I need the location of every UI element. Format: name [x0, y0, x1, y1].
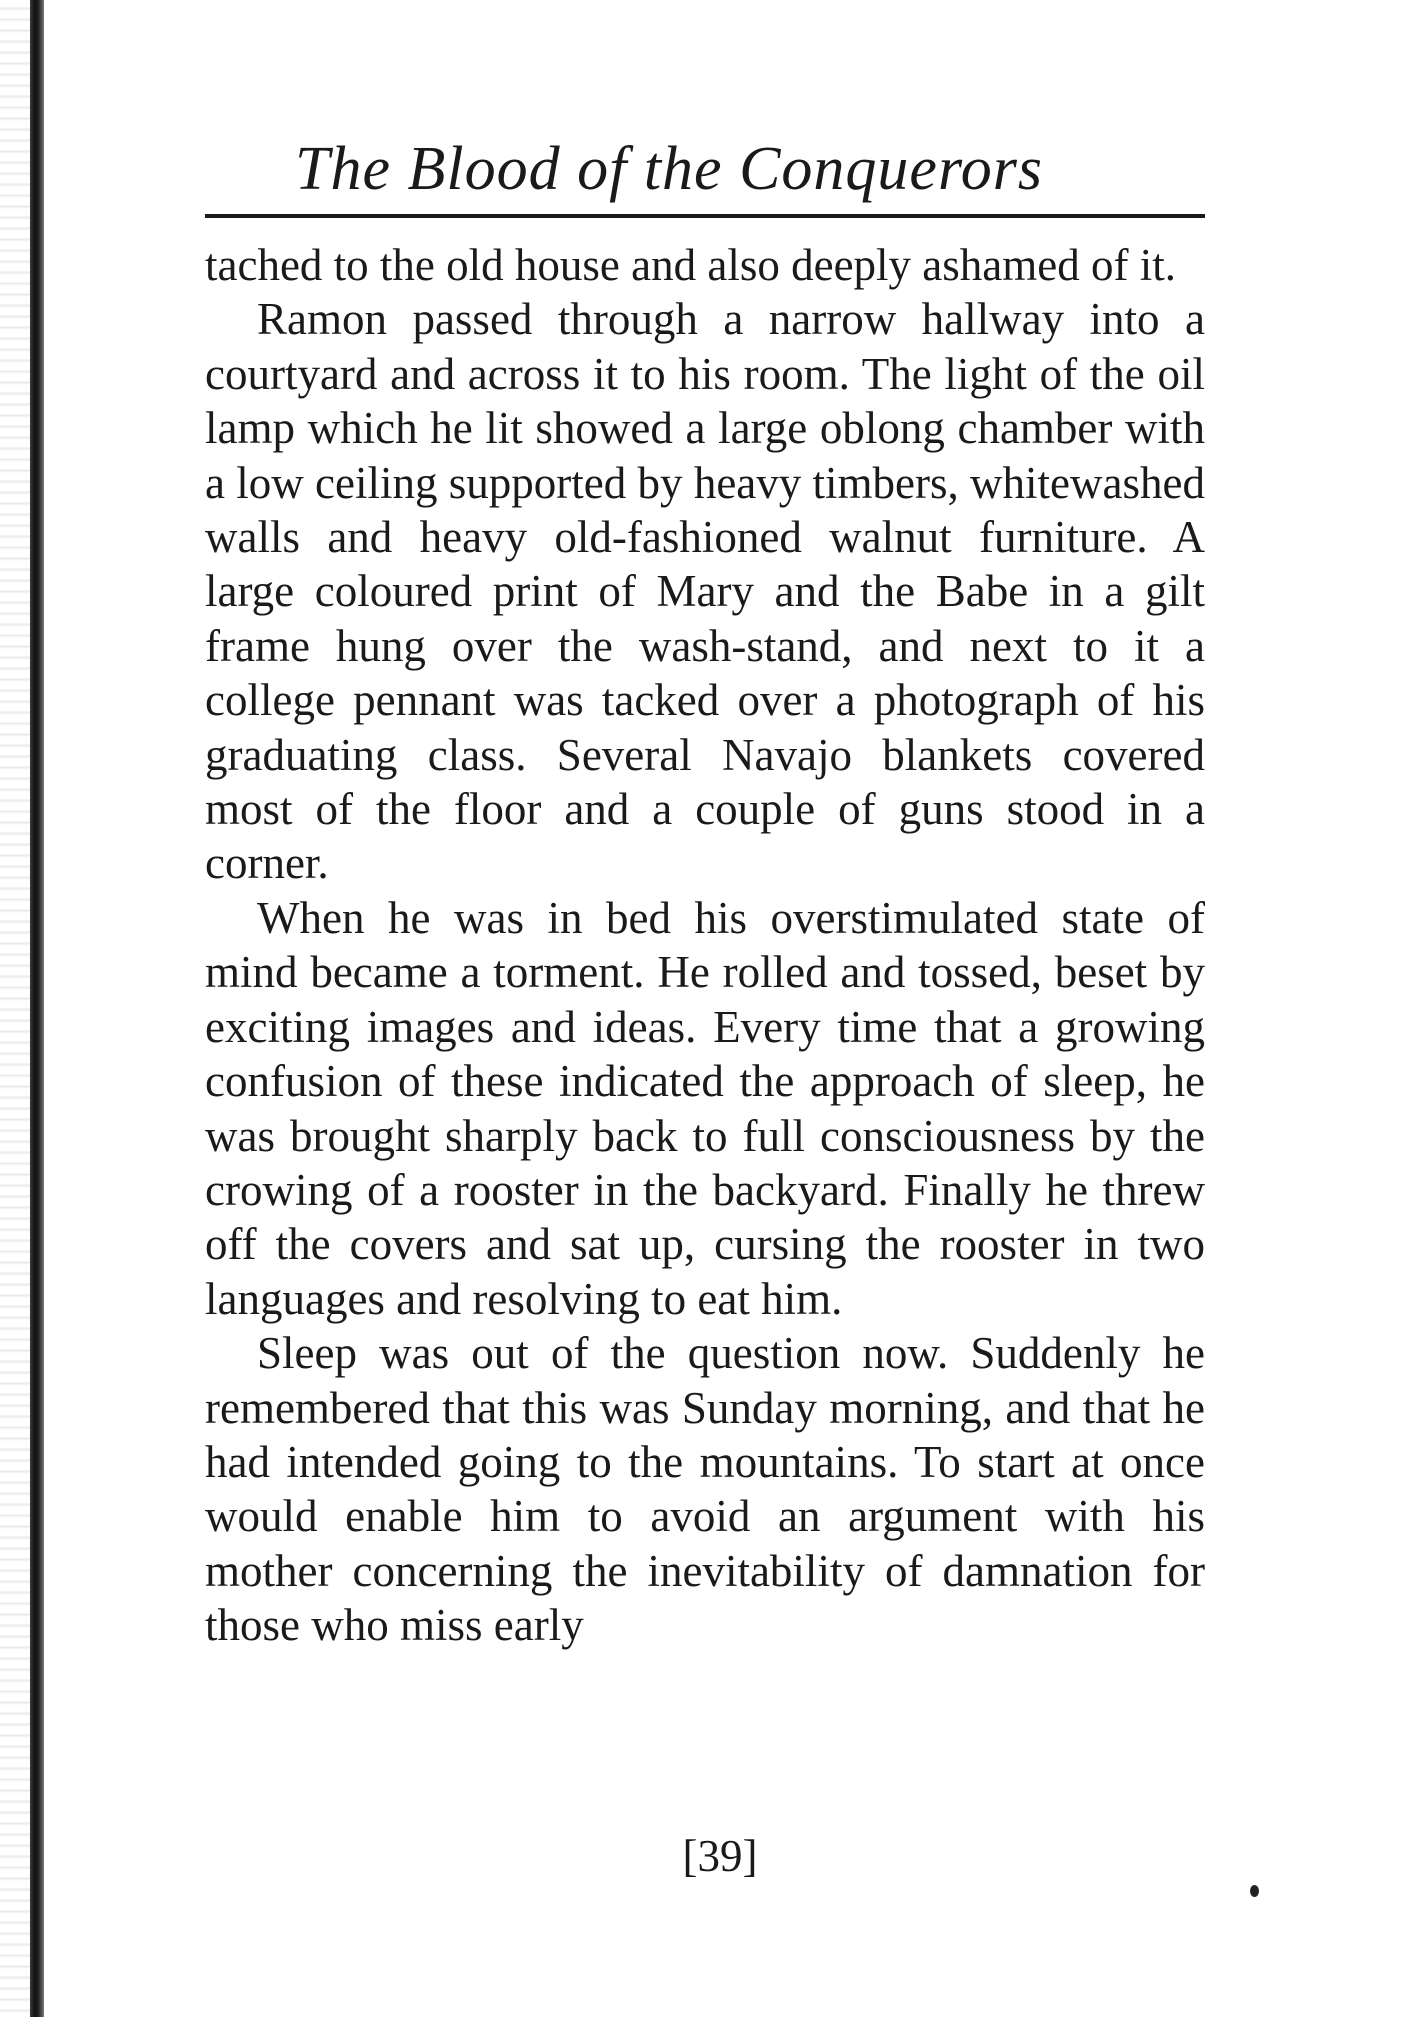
binding-edge — [30, 0, 44, 2017]
binding-shadow — [0, 0, 30, 2017]
page-number: [39] — [682, 1831, 758, 1881]
ink-speck — [1250, 1885, 1259, 1897]
body-text — [205, 238, 1205, 1653]
paragraph: Sleep was out of the question now. Suddenly he remembered that this was Sunday morning, and that he had intended going to the mountains. To start at once would enable him to avoid an argument with his mother concerning the inevitability of damnation for those who miss early — [205, 1328, 1205, 1651]
running-head — [205, 128, 1215, 218]
running-head-title: The Blood of the Conquerors — [295, 135, 1044, 203]
paragraph: When he was in bed his overstimulated state of mind became a torment. He rolled and tossed, beset by exciting images and ideas. Every time that a growing confusion of these indicated the approach of sleep, he was brought sharply back to full consciousness by the crowing of a rooster in the backyard. Finally he threw off the covers and sat up, cursing the rooster in two languages and resolving to eat him. — [205, 892, 1205, 1324]
paragraph-continued: tached to the old house and also deeply ashamed of it. — [205, 240, 1176, 290]
paragraph: Ramon passed through a narrow hallway into a courtyard and across it to his room. The light of the oil lamp which he lit showed a large oblong chamber with a low ceiling supported by heavy timbers, whitewashed walls and heavy old-fashioned walnut furniture. A large coloured print of Mary and the Babe in a gilt frame hung over the wash-stand, and next to it a college pennant was tacked over a photograph of his graduating class. Several Navajo blankets covered most of the floor and a couple of guns stood in a corner. — [205, 294, 1205, 889]
head-rule — [205, 214, 1205, 218]
